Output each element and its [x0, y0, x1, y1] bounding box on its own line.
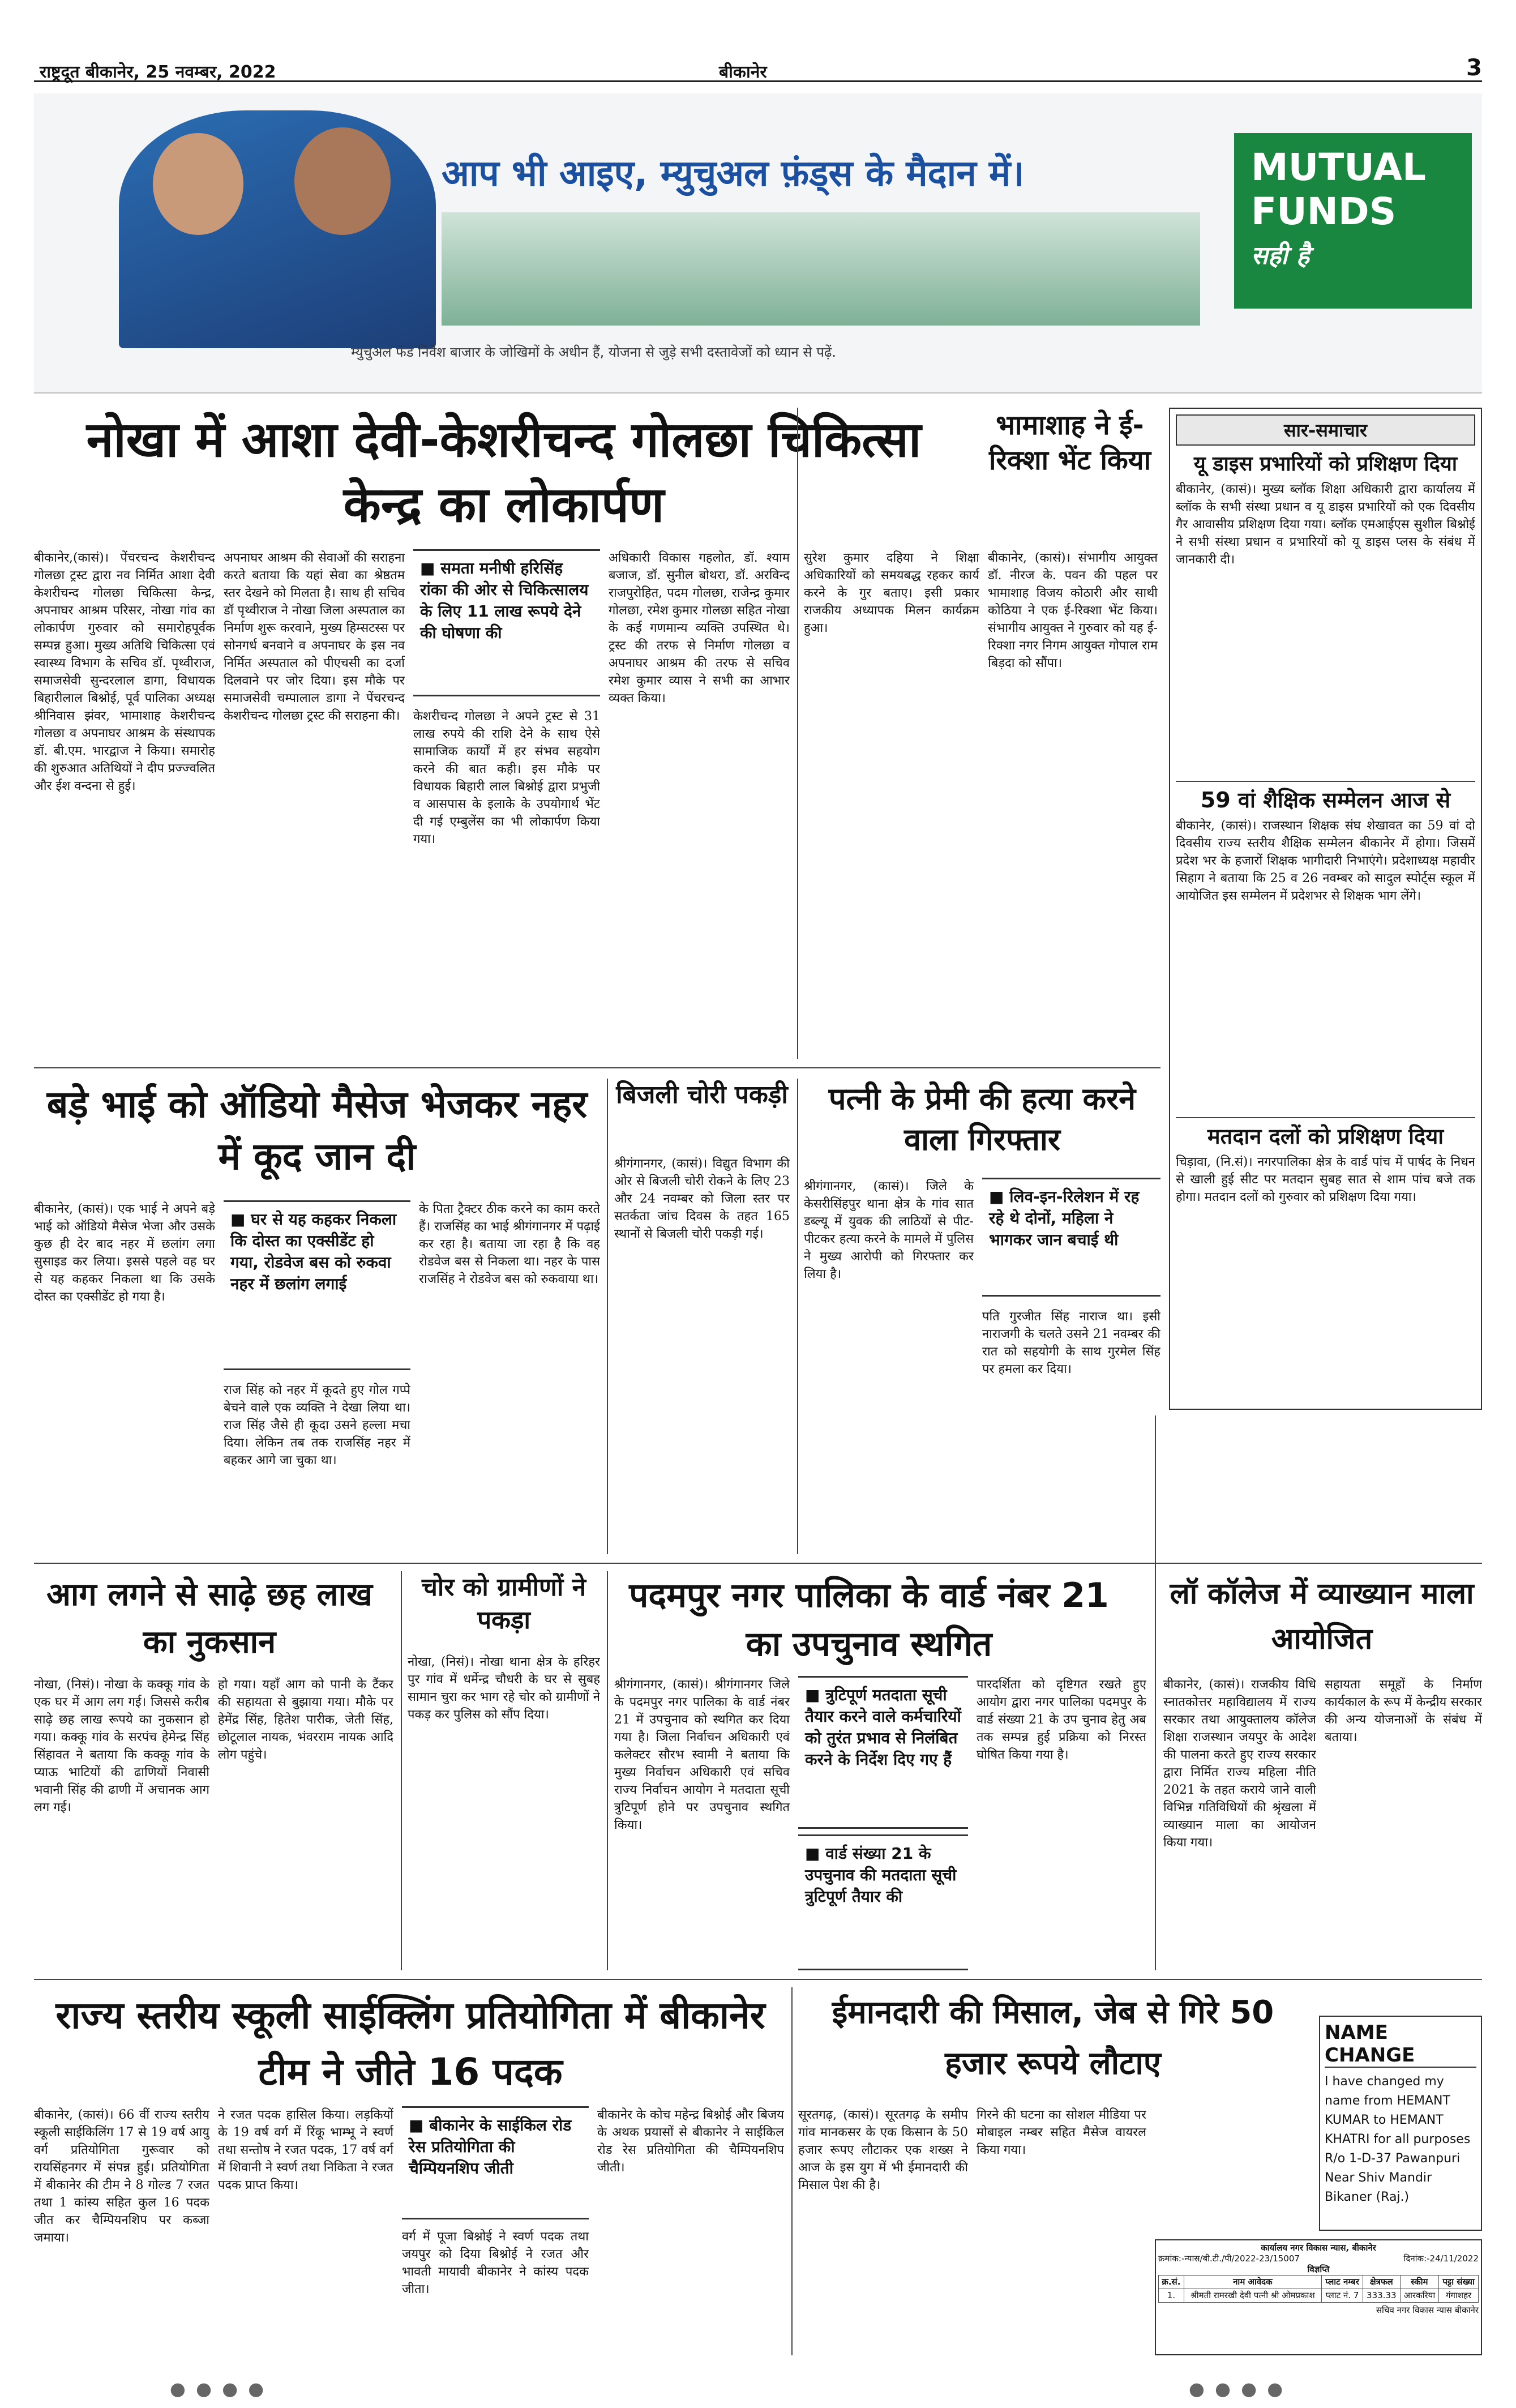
- story3-body2: हो गया। यहाँ आग को पानी के टैंकर की सहायता से बुझाया गया। मौके पर हेमेंद्र सिंह, हितेश पारीक, जेती सिंह, छोटूलाल नायक, भंवरराम नायक आदि लोग पहुंचे।: [218, 1678, 393, 1762]
- column-rule: [607, 1079, 608, 1554]
- name-change-notice: [1319, 2016, 1482, 2231]
- notice-footer: सचिव नगर विकास न्यास बीकानेर: [1376, 2305, 1479, 2315]
- notice-table: क्र.सं. नाम आवेदक प्लाट नम्बर क्षेत्रफल स्कीम पट्टा संख्या 1. श्रीमती रामरखी देवी पत्नी श्री ओमप्रकाश प्लाट नं. 7 333.33 आरकरिया गंगाशहर: [1158, 2275, 1479, 2303]
- print-registration-marks: ● ● ● ●: [1189, 2378, 1286, 2400]
- bhamashah-col1: सुरेश कुमार दहिया ने शिक्षा अधिकारियों को समयबद्ध रहकर कार्य करने के गुर बताए। इसी प्रकार राजकीय अध्यापक मिलन कार्यक्रम हुआ।: [804, 551, 979, 635]
- page-header: [34, 55, 1482, 82]
- sidebar-title: सार-समाचार: [1176, 414, 1475, 446]
- patni-col2: पति गुरजीत सिंह नाराज था। इसी नाराजगी के चलते उसने 21 नवम्बर की रात को सहयोगी के साथ गुरमेल सिंह पर हमला कर दिया।: [982, 1310, 1160, 1376]
- column-rule: [607, 1571, 608, 1970]
- sidebar-item2-head: 59 वां शैक्षिक सम्मेलन आज से: [1176, 781, 1475, 814]
- notice-title: कार्यालय नगर विकास न्यास, बीकानेर: [1261, 2243, 1376, 2253]
- column-rule: [797, 408, 798, 1059]
- name-change-body: I have changed my name from HEMANT KUMAR to HEMANT KHATRI for all purposes R/o 1-D-37 Pawanpuri Near Shiv Mandir Bikaner (Raj.): [1325, 2075, 1471, 2204]
- story1-col2: अपनाघर आश्रम की सेवाओं की सराहना करते बताया कि यहां सेवा का श्रेष्ठतम स्तर देखने को मिलता है। साथ ही सचिव डॉ पृथ्वीराज ने नोखा जिला अस्पताल का निर्माण शुरू करवाने, मुख्य हिम्सटस्स पर सोनगर्ध बनवाने व अपनाघर के इस नव निर्मित अस्पताल को पीएचसी का दर्जा दिलवाने पर जोर दिया। इस मौके पर समाजसेवी चम्पालाल डागा ने पेंचरचन्द केशरीचन्द गोलछा ट्रस्ट की सराहना की।: [224, 551, 405, 723]
- story1-col4: अधिकारी विकास गहलोत, डॉ. श्याम बजाज, डॉ. सुनील बोथरा, डॉ. अरविन्द राजपुरोहित, पदम गोलछा, राजेन्द्र कुमार गोलछा, रमेश कुमार गोलछा सहित नोखा के कई गणमान्य व्यक्ति उपस्थित थे। ट्रस्ट की तरफ से निर्माण गोलछा व अपनाघर आश्रम की तरफ से सचिव रमेश कुमार व्यास ने सभी का आभार व्यक्त किया।: [609, 551, 790, 705]
- chor-body: नोखा, (निसं)। नोखा थाना क्षेत्र के हरिहर पुर गांव में धर्मेन्द्र चौधरी के घर से सुबह सामान चुरा कर भाग रहे चोर को ग्रामीणों ने पकड़ कर पुलिस को सौंप दिया।: [408, 1655, 600, 1722]
- story1-headline: नोखा में आशा देवी-केशरीचन्द गोलछा चिकित्सा केन्द्र का लोकार्पण: [86, 412, 922, 533]
- patni-headline: पत्नी के प्रेमी की हत्या करने वाला गिरफ्तार: [828, 1081, 1136, 1157]
- honesty-col1: सूरतगढ़, (कासं)। सूरतगढ़ के समीप गांव मानकसर के एक किसान के 50 हजार रूपए लौटाकर एक शख्स ने आज के इस युग में भी ईमानदारी की मिसाल पेश की है।: [798, 2108, 968, 2192]
- section-rule: [34, 1563, 1482, 1564]
- story2-col2: राज सिंह को नहर में कूदते हुए गोल गप्पे बेचने वाले एक व्यक्ति ने देखा लिया था। राज सिंह जैसे ही कूदा उसने हल्ला मचा दिया। लेकिन तब तक राजसिंह नहर में बहकर आगे जा चुका था।: [224, 1383, 410, 1468]
- story2-quote: ■ घर से यह कहकर निकला कि दोस्त का एक्सीडेंट हो गया, रोडवेज बस को रुकवा नहर में छलांग लगाई: [224, 1200, 410, 1370]
- story3-body: नोखा, (निसं)। नोखा के कक्कू गांव के एक घर में आग लग गई। जिससे करीब साढ़े छह लाख रूपये का नुकसान हो गया। कक्कू गांव के सरपंच हेमेन्द्र सिंह सिंहावत ने बताया कि कक्कू गांव के प्याऊ भाटियों की ढाणियों निवासी भवानी सिंह की ढाणी में अचानक आग लग गई।: [34, 1678, 209, 1815]
- print-registration-marks: ● ● ● ●: [170, 2378, 267, 2400]
- notice-date: दिनांक:-24/11/2022: [1403, 2253, 1479, 2264]
- ad-stadium-image: [442, 212, 1200, 326]
- story4-col1: बीकानेर, (कासं)। 66 वीं राज्य स्तरीय स्कूली साईकिलिंग 17 से 19 वर्ष आयु वर्ग प्रतियोगिता गुरूवार को रायसिंहनगर में संपन्न हुई। प्रतियोगिता में बीकानेर की टीम ने 8 गोल्ड 7 रजत तथा 1 कांस्य सहित कुल 16 पदक जीत कर चैम्पियनशिप पर कब्जा जमाया।: [34, 2108, 209, 2245]
- bhamashah-headline: भामाशाह ने ई-रिक्शा भेंट किया: [988, 409, 1151, 476]
- honesty-col2: गिरने की घटना का सोशल मीडिया पर मोबाइल नम्बर सहित मैसेज वायरल किया गया।: [977, 2108, 1146, 2157]
- notice-ref-line: [1158, 2253, 1479, 2264]
- sidebar-item1-head: यू डाइस प्रभारियों को प्रशिक्षण दिया: [1193, 452, 1458, 476]
- page-number: 3: [1466, 55, 1482, 81]
- padampur-col1: श्रीगंगानगर, (कासं)। श्रीगंगानगर जिले के पदमपुर नगर पालिका के वार्ड नंबर 21 में उपचुनाव को स्थगित कर दिया गया है। जिला निर्वाचन अधिकारी एवं कलेक्टर सौरभ स्वामी ने बताया कि मुख्य निर्वाचन अधिकारी एवं सचिव राज्य निर्वाचन आयोग ने मतदाता सूची त्रुटिपूर्ण होने पर उपचुनाव स्थगित किया।: [614, 1678, 790, 1832]
- column-rule: [1155, 1415, 1156, 1970]
- padampur-quote2: ■ वार्ड संख्या 21 के उपचुनाव की मतदाता सूची त्रुटिपूर्ण तैयार की: [798, 1834, 968, 1970]
- story1-quote: ■ समता मनीषी हरिसिंह रांका की ओर से चिकित्सालय के लिए 11 लाख रूपये देने की घोषणा की: [413, 549, 600, 696]
- story2-col1: बीकानेर, (कासं)। एक भाई ने अपने बड़े भाई को ऑडियो मैसेज भेजा और उसके कुछ ही देर बाद नहर में छलांग लगा सुसाइड कर लिया। इससे पहले वह घर से यह कहकर निकला था कि उसके दोस्त का एक्सीडेंट हो गया है।: [34, 1202, 215, 1304]
- patni-quote: ■ लिव-इन-रिलेशन में रह रहे थे दोनों, महिला ने भागकर जान बचाई थी: [982, 1178, 1160, 1297]
- story2-headline: बड़े भाई को ऑडियो मैसेज भेजकर नहर में कूद जान दी: [46, 1083, 588, 1178]
- news-sidebar: [1169, 408, 1482, 1410]
- story4-headline: राज्य स्तरीय स्कूली साईक्लिंग प्रतियोगिता में बीकानेर टीम ने जीते 16 पदक: [55, 1994, 765, 2094]
- ad-tagline: आप भी आइए, म्युचुअल फ़ंड्स के मैदान में।: [442, 153, 1025, 195]
- sidebar-item1-body: बीकानेर, (कासं)। मुख्य ब्लॉक शिक्षा अधिकारी द्वारा कार्यालय में ब्लॉक के सभी संस्था प्रधान व यू डाइस प्रभारियों को एक दिवसीय गैर आवासीय प्रशिक्षण दिया गया। ब्लॉक एमआईएस सुशील बिश्नोई ने सभी संस्था प्रधान व प्रभारियों को यू डाइस प्लस के संबंध में जानकारी दी।: [1176, 482, 1475, 567]
- patni-col1: श्रीगंगानगर, (कासं)। जिले के केसरीसिंहपुर थाना क्षेत्र के गांव सात डब्ल्यू में युवक की लाठियों से पीट-पीटकर हत्या करने के मामले में पुलिस ने मुख्य आरोपी को गिरफ्तार कर लिया है।: [804, 1179, 974, 1281]
- bhamashah-col2: बीकानेर, (कासं)। संभागीय आयुक्त डॉ. नीरज के. पवन की पहल पर भामाशाह विजय कोठारी और साथी कोठिया ने एक ई-रिक्शा भेंट किया। संभागीय आयुक्त ने गुरुवार को यह ई-रिक्शा नगर निगम आयुक्त गोपाल राम बिड़दा को सौंपा।: [988, 551, 1158, 670]
- sidebar-item3-body: चिड़ावा, (नि.सं)। नगरपालिका क्षेत्र के वार्ड पांच में पार्षद के निधन से खाली हुई सीट पर मतदान सुबह सात से शाम पांच बजे तक होगा। मतदान दलों को गुरुवार को प्रशिक्षण दिया गया।: [1176, 1155, 1475, 1204]
- section-rule: [34, 1067, 1160, 1068]
- story1-col3: केशरीचन्द गोलछा ने अपने ट्रस्ट से 31 लाख रुपये की राशि देने के साथ ऐसे सामाजिक कार्यों में हर संभव सहयोग करने की बात कही। इस मौके पर विधायक बिहारी लाल बिश्नोई द्वारा प्रभुजी व आसपास के इलाके के उपयोगार्थ भेंट दी गई एम्बुलेंस का भी लोकार्पण किया गया।: [413, 709, 600, 846]
- story4-col2: ने रजत पदक हासिल किया। लड़कियों के 19 वर्ष वर्ग में रिंकू भाम्भू ने स्वर्ण तथा सन्तोष ने रजत पदक, 17 वर्ष वर्ग में शिवानी ने स्वर्ण तथा निकिता ने रजत पदक प्राप्त किया।: [218, 2108, 393, 2192]
- column-rule: [401, 1571, 402, 1970]
- story3-headline: आग लगने से साढ़े छह लाख का नुकसान: [46, 1576, 372, 1661]
- paper-dateline: राष्ट्रदूत बीकानेर, 25 नवम्बर, 2022: [40, 62, 276, 82]
- table-row: 1. श्रीमती रामरखी देवी पत्नी श्री ओमप्रकाश प्लाट नं. 7 333.33 आरकरिया गंगाशहर: [1159, 2289, 1479, 2303]
- law-headline: लॉ कॉलेज में व्याख्यान माला आयोजित: [1170, 1577, 1474, 1656]
- padampur-headline: पदमपुर नगर पालिका के वार्ड नंबर 21 का उपचुनाव स्थगित: [629, 1576, 1109, 1664]
- story2-col3: के पिता ट्रैक्टर ठीक करने का काम करते हैं। राजसिंह का भाई श्रीगंगानगर में पढ़ाई कर रहा है। बताया जा रहा है कि वह रोडवेज बस से निकला था। नहर के पास राजसिंह ने रोडवेज बस को रुकवाया था।: [419, 1202, 600, 1286]
- ad-people-image: [119, 110, 436, 348]
- ad-disclaimer: म्युचुअल फंड निवेश बाजार के जोखिमों के अधीन हैं, योजना से जुड़े सभी दस्तावेजों को ध्यान से पढ़ें.: [351, 344, 837, 360]
- notice-heading: विज्ञप्ति: [1307, 2264, 1330, 2274]
- story1-col1: बीकानेर,(कासं)। पेंचरचन्द केशरीचन्द गोलछा ट्रस्ट द्वारा नव निर्मित आशा देवी केशरीचन्द गोलछा चिकित्सा केन्द्र, अपनाघर आश्रम परिसर, नोखा गांव का लोकार्पण गुरुवार को समारोहपूर्वक सम्पन्न हुआ। मुख्य अतिथि चिकित्सा एवं स्वास्थ्य विभाग के सचिव डॉ. पृथ्वीराज, समाजसेवी सुन्दरलाल डागा, विधायक बिहारीलाल बिश्नोई, पूर्व पालिका अध्यक्ष श्रीनिवास झंवर, भामाशाह केशरीचन्द गोलछा व अपनाघर आश्रम के संस्थापक डॉ. बी.एम. भारद्वाज ने किया। समारोह की शुरुआत अतिथियों ने दीप प्रज्ज्वलित और ईश वन्दना से हुई।: [34, 551, 215, 793]
- edition-name: बीकानेर: [719, 62, 767, 82]
- section-rule: [34, 1979, 1482, 1980]
- mutual-fund-ad[interactable]: [34, 93, 1482, 394]
- sidebar-item2-body: बीकानेर, (कासं)। राजस्थान शिक्षक संघ शेखावत का 59 वां दो दिवसीय राज्य स्तरीय शैक्षिक सम्मेलन बीकानेर में होगा। जिसमें प्रदेश भर के हजारों शिक्षक भागीदारी निभाएंगे। प्रदेशाध्यक्ष महावीर सिहाग ने बताया कि 25 व 26 नवम्बर को सादुल स्पोर्ट्स स्कूल में आयोजित इस सम्मेलन में प्रदेशभर से शिक्षक भाग लेंगे।: [1176, 819, 1475, 903]
- chor-headline: चोर को ग्रामीणों ने पकड़ा: [421, 1573, 586, 1635]
- sidebar-item3-head: मतदान दलों को प्रशिक्षण दिया: [1176, 1117, 1475, 1150]
- bijli-headline: बिजली चोरी पकड़ी: [616, 1080, 788, 1109]
- name-change-title: NAME CHANGE: [1325, 2021, 1476, 2068]
- padampur-quote1: ■ त्रुटिपूर्ण मतदाता सूची तैयार करने वाले कर्मचारियों को तुरंत प्रभाव से निलंबित करने के निर्देश दिए गए हैं: [798, 1676, 968, 1829]
- mutual-funds-logo: MUTUAL FUNDS सही है: [1234, 133, 1472, 309]
- bijli-body: श्रीगंगानगर, (कासं)। विद्युत विभाग की ओर से बिजली चोरी रोकने के लिए 23 और 24 नवम्बर को जिला स्तर पर सतर्कता जांच दिवस के तहत 165 स्थानों से बिजली चोरी पकड़ी गई।: [614, 1157, 790, 1241]
- column-rule: [797, 1079, 798, 1554]
- uit-notice: [1155, 2239, 1482, 2355]
- story4-quote: ■ बीकानेर के साईकिल रोड रेस प्रतियोगिता की चैम्पियनशिप जीती: [402, 2106, 589, 2219]
- story4-col4: बीकानेर के कोच महेन्द्र बिश्नोई और बिजय के अथक प्रयासों से बीकानेर ने साईकिल रोड रेस प्रतियोगिता की चैम्पियनशिप जीती।: [597, 2108, 784, 2175]
- column-rule: [791, 1987, 793, 2355]
- notice-ref: क्रमांक:-न्यास/बी.टी./पी/2022-23/15007: [1158, 2253, 1300, 2264]
- honesty-headline: ईमानदारी की मिसाल, जेब से गिरे 50 हजार रूपये लौटाए: [832, 1994, 1274, 2082]
- story4-col3: वर्ग में पूजा बिश्नोई ने स्वर्ण पदक तथा जयपुर को दिया बिश्नोई ने रजत और भावती मायावी बीकानेर ने कांस्य पदक जीता।: [402, 2230, 589, 2296]
- padampur-col2: पारदर्शिता को दृष्टिगत रखते हुए आयोग द्वारा नगर पालिका पदमपुर के वार्ड संख्या 21 के उप चुनाव हेतु अब तक सम्पन्न हुई प्रक्रिया को निरस्त घोषित किया गया है।: [977, 1678, 1146, 1762]
- law-col1: बीकानेर, (कासं)। राजकीय विधि स्नातकोत्तर महाविद्यालय में राज्य सरकार तथा आयुक्तालय कॉलेज शिक्षा राजस्थान जयपुर के आदेश की पालना करते हुए राज्य सरकार द्वारा निर्मित राज्य महिला नीति 2021 के तहत कराये जाने वाली विभिन्न गतिविधियों की श्रृंखला में व्याख्यान माला का आयोजन किया गया।: [1163, 1678, 1316, 1850]
- law-col2: सहायता समूहों के निर्माण कार्यकाल के रूप में केन्द्रीय सरकार की अन्य योजनाओं के संबंध में बताया।: [1325, 1678, 1482, 1744]
